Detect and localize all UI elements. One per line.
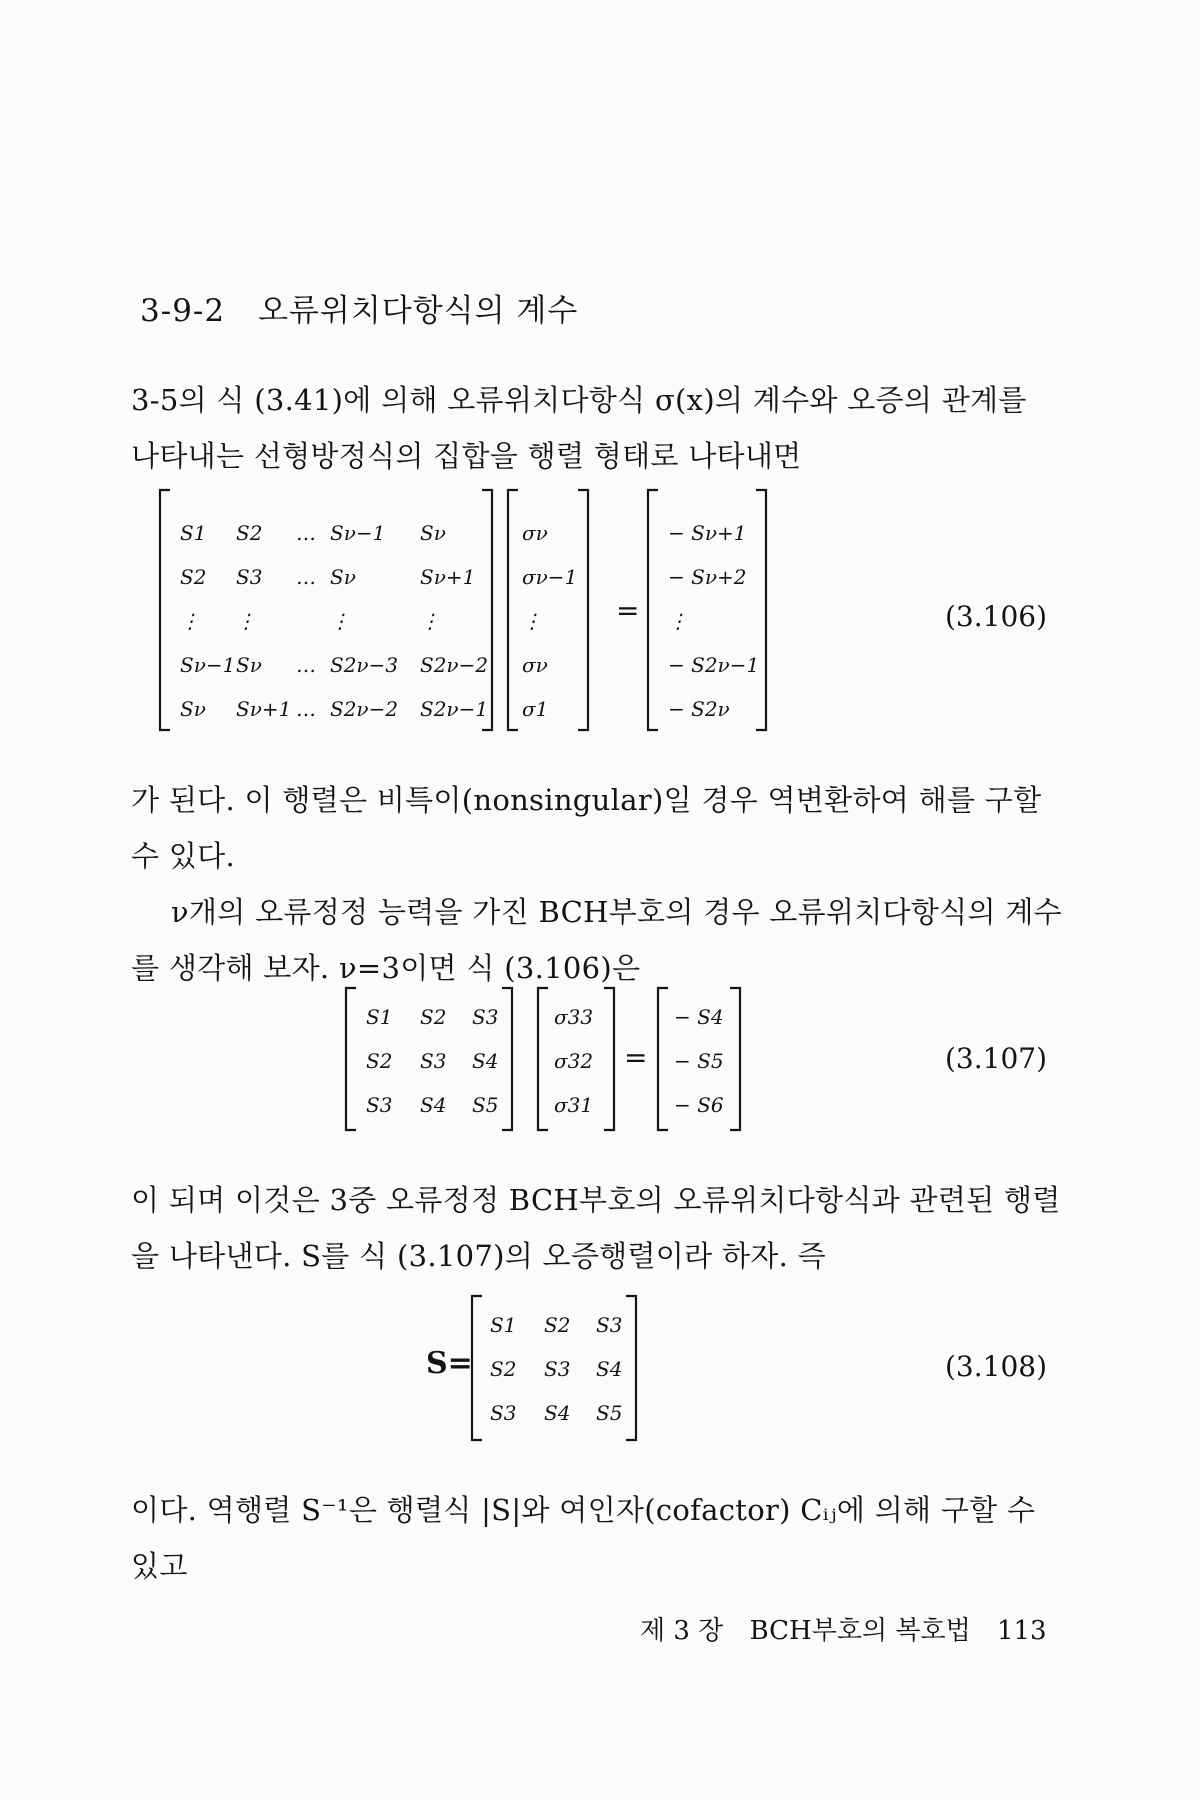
syndrome-matrix-S (490, 1313, 622, 1425)
matrix-entry: S3 (596, 1313, 623, 1337)
paragraph-syndrome-matrix (131, 1172, 1061, 1284)
equation-number-3-106: (3.106) (945, 600, 1048, 633)
rhs-entry: − Sν+2 (668, 565, 747, 589)
matrix-entry: S3 (544, 1357, 571, 1381)
vector-right-bracket (604, 988, 614, 1130)
footer-title: BCH부호의 복호법 (749, 1616, 971, 1646)
text-line: ν개의 오류정정 능력을 가진 BCH부호의 경우 오류위치다항식의 계수 (171, 895, 1062, 929)
text-line: 3-5의 식 (3.41)에 의해 오류위치다항식 σ(x)의 계수와 오증의 관계를 (131, 383, 1027, 417)
section-title: 오류위치다항식의 계수 (257, 293, 579, 329)
matrix-entry: ⋮ (180, 609, 200, 633)
matrix-entry: S2ν−1 (420, 697, 489, 721)
matrix-entry: Sν−1 (180, 653, 236, 677)
matrix-left-bracket (472, 1296, 482, 1440)
text-line: 를 생각해 보자. ν=3이면 식 (3.106)은 (131, 951, 641, 985)
page-footer (640, 1610, 1065, 1647)
page-number: 113 (996, 1616, 1047, 1646)
matrix-entry: S2 (236, 521, 263, 545)
matrix-entry: S2 (544, 1313, 571, 1337)
matrix-entry: S3 (472, 1005, 499, 1029)
matrix-entry: Sν+1 (236, 697, 292, 721)
matrix-right-bracket (502, 988, 512, 1130)
matrix-entry: S3 (420, 1049, 447, 1073)
text-line: 나타내는 선형방정식의 집합을 행렬 형태로 나타내면 (131, 439, 802, 473)
matrix-entry: ⋮ (236, 609, 256, 633)
matrix-entry: Sν (236, 653, 262, 677)
sigma-entry: σ32 (554, 1049, 594, 1073)
matrix-entry: S3 (366, 1093, 393, 1117)
matrix-entry: S2 (420, 1005, 447, 1029)
equation-3-108 (426, 1296, 636, 1440)
matrix-S-label: S= (426, 1346, 473, 1381)
matrix-entry: S2 (490, 1357, 517, 1381)
sigma-entry: σ33 (554, 1005, 594, 1029)
sigma-entry: σν−1 (522, 565, 578, 589)
matrix-entry: Sν+1 (420, 565, 476, 589)
matrix-entry: S3 (236, 565, 263, 589)
rhs-right-bracket (756, 490, 766, 730)
equation-number-3-108: (3.108) (945, 1350, 1048, 1383)
matrix-entry: … (296, 697, 316, 721)
matrix-entry: S1 (180, 521, 207, 545)
sigma-entry: ⋮ (522, 609, 542, 633)
sigma-entry: σν (522, 653, 548, 677)
vector-left-bracket (508, 490, 518, 730)
equals-sign: = (616, 594, 640, 627)
matrix-entry: ⋮ (420, 609, 440, 633)
footer-chapter: 제 3 장 (640, 1616, 724, 1646)
paragraph-inverse (131, 1482, 1061, 1594)
matrix-entry: S1 (490, 1313, 517, 1337)
rhs-right-bracket (730, 988, 740, 1130)
matrix-entry: S5 (596, 1401, 623, 1425)
matrix-entry: ⋮ (330, 609, 350, 633)
matrix-entry: … (296, 565, 316, 589)
matrix-entry: … (296, 653, 316, 677)
rhs-entry: − Sν+1 (668, 521, 747, 545)
rhs-left-bracket (648, 490, 658, 730)
coefficient-matrix (180, 521, 488, 721)
matrix-entry: S3 (490, 1401, 517, 1425)
matrix-entry: Sν (420, 521, 446, 545)
sigma-entry: σν (522, 521, 548, 545)
vector-left-bracket (538, 988, 548, 1130)
text-line: 수 있다. (131, 839, 235, 873)
matrix-entry: Sν (180, 697, 206, 721)
sigma-vector (522, 521, 577, 721)
sigma-vector (554, 1005, 593, 1117)
matrix-left-bracket (160, 490, 170, 730)
matrix-entry: S5 (472, 1093, 499, 1117)
syndrome-matrix (366, 1005, 498, 1117)
section-number: 3-9-2 (140, 293, 226, 329)
rhs-entry: − S6 (674, 1093, 724, 1117)
matrix-right-bracket (482, 490, 492, 730)
matrix-entry: S1 (366, 1005, 393, 1029)
equation-3-106 (160, 490, 766, 730)
text-line: 을 나타낸다. S를 식 (3.107)의 오증행렬이라 하자. 즉 (131, 1239, 826, 1273)
rhs-entry: − S5 (674, 1049, 724, 1073)
rhs-entry: − S2ν−1 (668, 653, 760, 677)
matrix-left-bracket (346, 988, 356, 1130)
matrix-entry: S4 (420, 1093, 447, 1117)
rhs-entry: − S4 (674, 1005, 724, 1029)
matrix-entry: Sν (330, 565, 356, 589)
text-line: 있고 (131, 1549, 188, 1583)
matrix-entry: … (296, 521, 316, 545)
sigma-entry: σ31 (554, 1093, 594, 1117)
matrix-entry: S2ν−2 (420, 653, 489, 677)
rhs-vector (674, 1005, 724, 1117)
rhs-entry: − S2ν (668, 697, 730, 721)
equation-number-3-107: (3.107) (945, 1042, 1048, 1075)
matrix-entry: S4 (472, 1049, 499, 1073)
paragraph-nonsingular (131, 772, 1061, 996)
matrix-entry: S4 (544, 1401, 571, 1425)
sigma-entry: σ1 (522, 697, 549, 721)
text-line: 이다. 역행렬 S⁻¹은 행렬식 |S|와 여인자(cofactor) Cᵢⱼ에 의해 구할 수 (131, 1493, 1036, 1527)
matrix-entry: S4 (596, 1357, 623, 1381)
matrix-entry: S2ν−2 (330, 697, 399, 721)
matrix-entry: S2 (180, 565, 207, 589)
equals-sign: = (624, 1041, 648, 1074)
rhs-vector (668, 521, 759, 721)
equation-3-107 (346, 988, 740, 1130)
matrix-right-bracket (626, 1296, 636, 1440)
matrix-entry: S2ν−3 (330, 653, 399, 677)
text-line: 이 되며 이것은 3중 오류정정 BCH부호의 오류위치다항식과 관련된 행렬 (131, 1183, 1061, 1217)
text-line: 가 된다. 이 행렬은 비특이(nonsingular)일 경우 역변환하여 해를 구할 (131, 783, 1042, 817)
rhs-left-bracket (658, 988, 668, 1130)
rhs-entry: ⋮ (668, 609, 688, 633)
matrix-entry: S2 (366, 1049, 393, 1073)
matrix-entry: Sν−1 (330, 521, 386, 545)
vector-right-bracket (578, 490, 588, 730)
